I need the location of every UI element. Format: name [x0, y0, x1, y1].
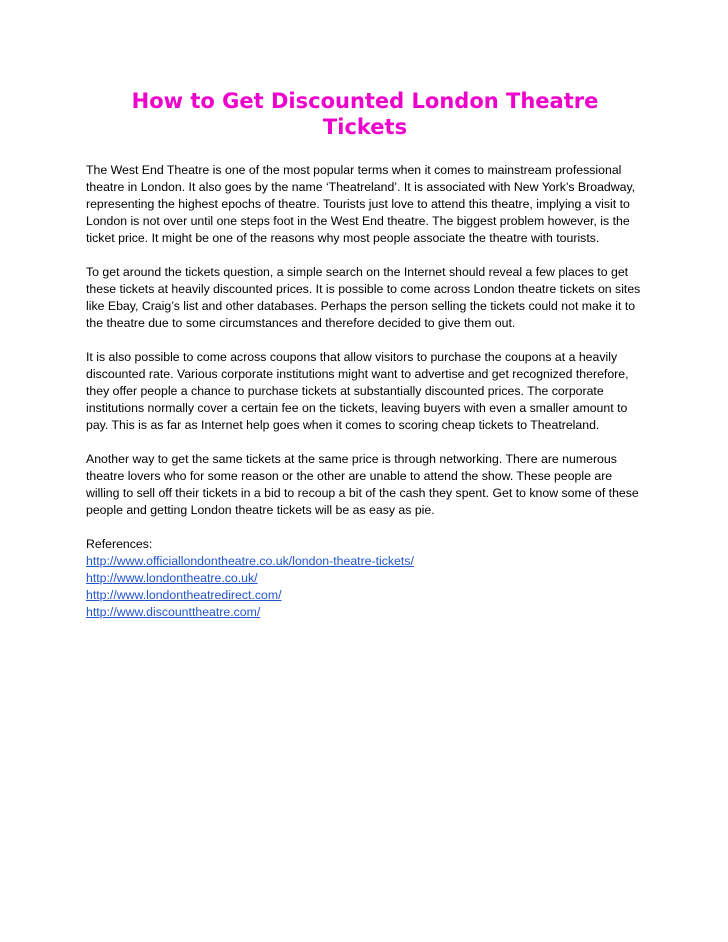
- paragraph-1: The West End Theatre is one of the most popular terms when it comes to mainstream professional theatre in London. It also goes by the name ‘Theatreland’. It is associated with New York’s Broadway, representing the highest epochs of theatre. Tourists just love to attend this theatre, implying a visit to London is not over until one steps foot in the West End theatre. The biggest problem however, is the ticket price. It might be one of the reasons why most people associate the theatre with tourists.: [86, 163, 636, 245]
- paragraph-3: It is also possible to come across coupons that allow visitors to purchase the coupons at a heavily discounted rate. Various corporate institutions might want to advertise and get recognized therefore, they offer people a chance to purchase tickets at substantially discounted prices. The corporate institutions normally cover a certain fee on the tickets, leaving buyers with even a smaller amount to pay. This is as far as Internet help goes when it comes to scoring cheap tickets to Theatreland.: [86, 350, 629, 432]
- reference-link-discount-theatre[interactable]: http://www.discounttheatre.com/: [86, 605, 261, 619]
- page-title: How to Get Discounted London Theatre Tickets: [131, 89, 599, 139]
- reference-link-london-theatre[interactable]: http://www.londontheatre.co.uk/: [86, 571, 258, 585]
- paragraph-4: Another way to get the same tickets at the same price is through networking. There are numerous theatre lovers who for some reason or the other are unable to attend the show. These people are willing to sell off their tickets in a bid to recoup a bit of the cash they spent. Get to know some of these people and getting London theatre tickets will be as easy as pie.: [86, 452, 639, 517]
- references-heading: References:: [86, 537, 153, 551]
- document-body: [86, 162, 646, 621]
- reference-link-official-london-theatre[interactable]: http://www.officiallondontheatre.co.uk/london-theatre-tickets/: [86, 554, 414, 568]
- reference-link-london-theatre-direct[interactable]: http://www.londontheatredirect.com/: [86, 588, 282, 602]
- paragraph-2: To get around the tickets question, a simple search on the Internet should reveal a few places to get these tickets at heavily discounted prices. It is possible to come across London theatre tickets on sites like Ebay, Craig’s list and other databases. Perhaps the person selling the tickets could not make it to the theatre due to some circumstances and therefore decided to give them out.: [86, 265, 641, 330]
- references-section: [86, 536, 646, 621]
